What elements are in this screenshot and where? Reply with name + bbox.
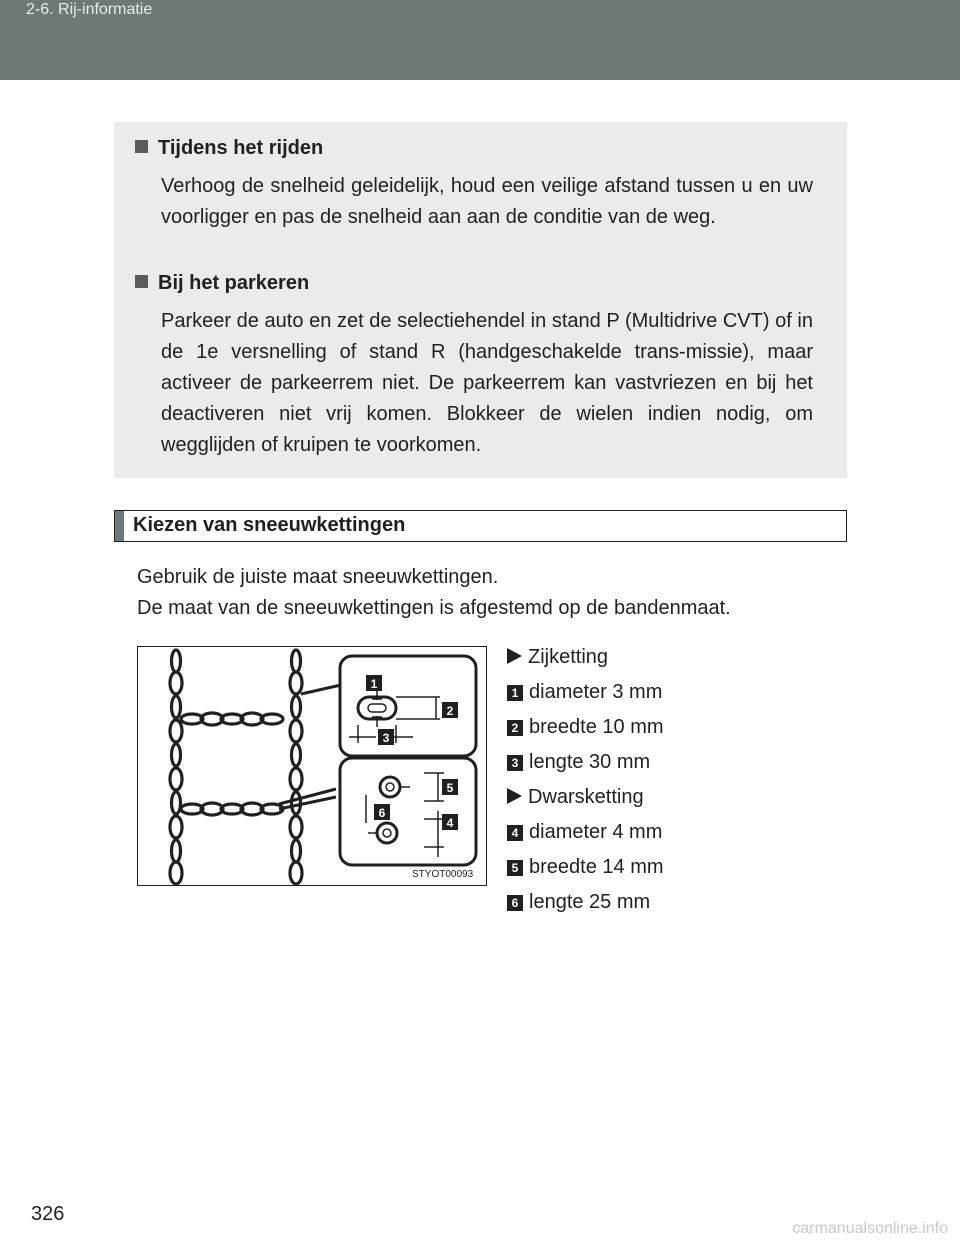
number-badge: 2 bbox=[507, 720, 523, 736]
section-title: Kiezen van sneeuwkettingen bbox=[133, 514, 406, 536]
svg-text:1: 1 bbox=[370, 677, 378, 691]
legend-item: 2 breedte 10 mm bbox=[507, 715, 847, 750]
note-heading-driving: Tijdens het rijden bbox=[135, 137, 323, 160]
number-badge: 4 bbox=[507, 825, 523, 841]
snow-chain-figure bbox=[137, 646, 487, 886]
number-badge: 5 bbox=[507, 860, 523, 876]
callout-4 bbox=[442, 814, 458, 830]
note-text-parking: Parkeer de auto en zet de selectiehendel in stand P (Multidrive CVT) of in de 1e versnelling of stand R (handgeschakelde trans-missie), maar activeer de parkeerrem niet. De parkeerrem kan vastvriezen en bij het deactiveren niet vrij komen. Blokkeer de wielen indien nodig, om wegglijden of kruipen te voorkomen. bbox=[161, 310, 813, 456]
legend-item: 4 diameter 4 mm bbox=[507, 820, 847, 855]
svg-text:5: 5 bbox=[446, 781, 454, 795]
figure-legend bbox=[507, 645, 847, 925]
number-badge: 1 bbox=[507, 685, 523, 701]
snow-chain-illustration bbox=[138, 647, 486, 885]
page-header bbox=[0, 0, 960, 80]
legend-item: 3 lengte 30 mm bbox=[507, 750, 847, 785]
note-text-driving: Verhoog de snelheid geleidelijk, houd een veilige afstand tussen u en uw voorligger en pas de snelheid aan aan de conditie van de weg. bbox=[161, 175, 813, 228]
callout-3 bbox=[378, 729, 394, 745]
svg-text:3: 3 bbox=[382, 731, 390, 745]
figure-code: STYOT00093 bbox=[412, 869, 474, 880]
legend-item: 5 breedte 14 mm bbox=[507, 855, 847, 890]
number-badge: 3 bbox=[507, 755, 523, 771]
square-bullet-icon bbox=[135, 275, 148, 288]
intro-line-1: Gebruik de juiste maat sneeuwkettingen. bbox=[137, 566, 499, 588]
triangle-bullet-icon bbox=[507, 788, 522, 804]
legend-group-title: Dwarsketting bbox=[507, 785, 847, 820]
square-bullet-icon bbox=[135, 140, 148, 153]
svg-text:4: 4 bbox=[446, 816, 454, 830]
legend-item: 1 diameter 3 mm bbox=[507, 680, 847, 715]
svg-text:6: 6 bbox=[378, 806, 386, 820]
triangle-bullet-icon bbox=[507, 648, 522, 664]
note-box bbox=[114, 122, 847, 478]
number-badge: 6 bbox=[507, 895, 523, 911]
callout-1 bbox=[366, 675, 382, 691]
intro-line-2: De maat van de sneeuwkettingen is afgestemd op de bandenmaat. bbox=[137, 597, 731, 619]
note-heading-parking: Bij het parkeren bbox=[135, 272, 309, 295]
callout-6 bbox=[374, 804, 390, 820]
callout-5 bbox=[442, 779, 458, 795]
page-number: 326 bbox=[31, 1203, 65, 1225]
callout-2 bbox=[442, 702, 458, 718]
section-title-bar bbox=[114, 510, 847, 542]
section-breadcrumb: 2-6. Rij-informatie bbox=[26, 1, 153, 18]
legend-group-title: Zijketting bbox=[507, 645, 847, 680]
watermark: carmanualsonline.info bbox=[792, 1220, 948, 1237]
legend-item: 6 lengte 25 mm bbox=[507, 890, 847, 925]
svg-text:2: 2 bbox=[446, 704, 454, 718]
